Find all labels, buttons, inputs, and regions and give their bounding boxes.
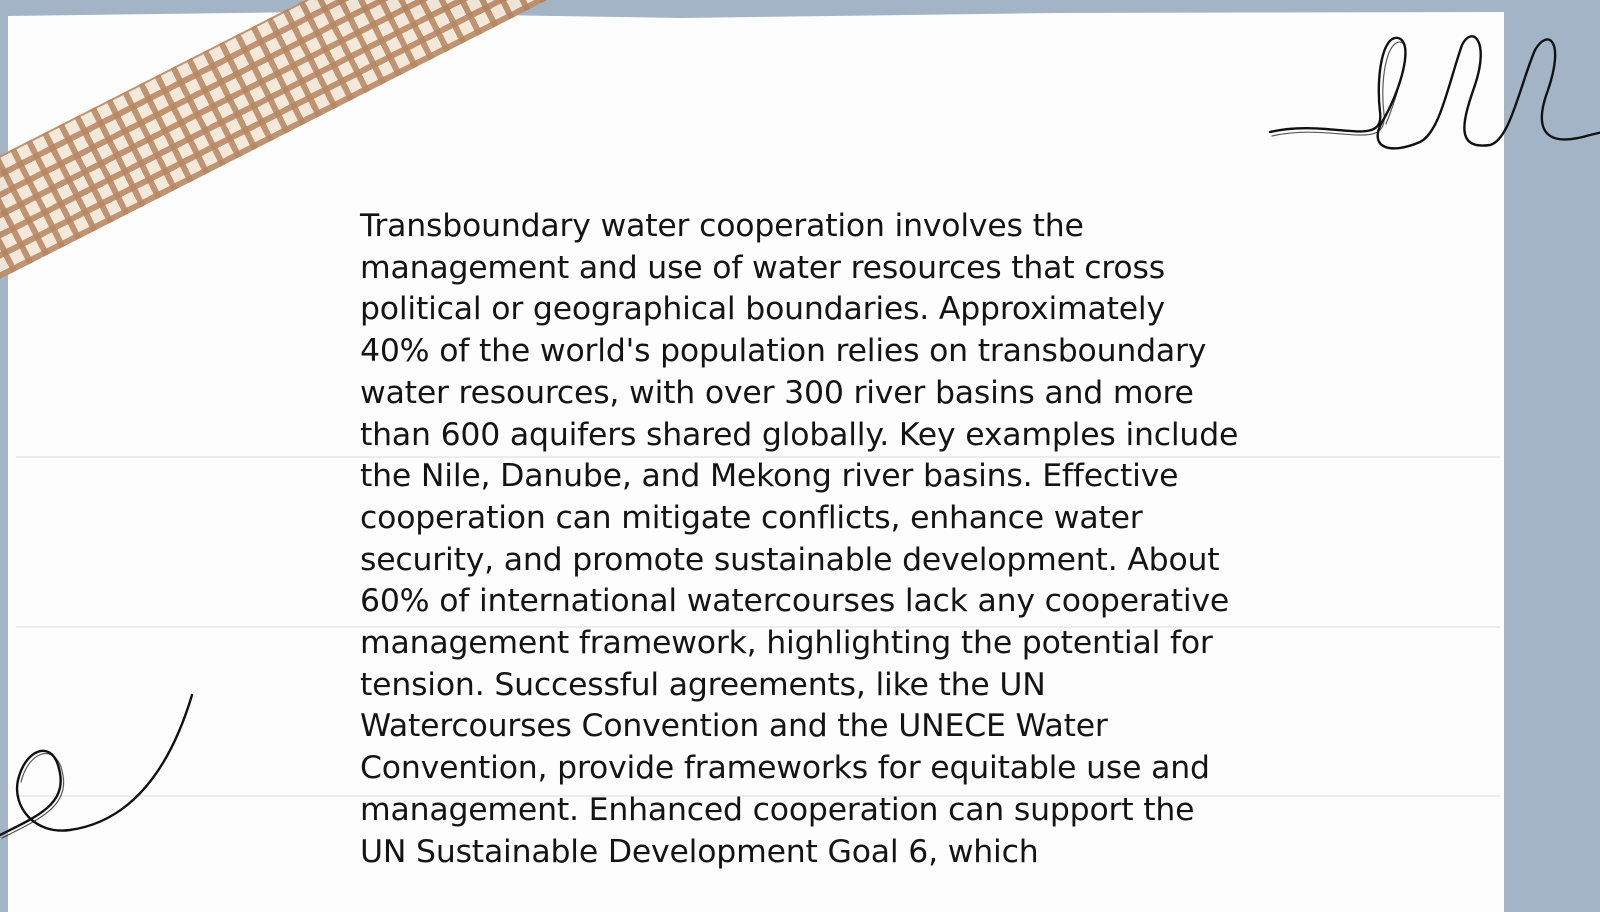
document-body-text: Transboundary water cooperation involves the management and use of water resources that cross political or geographical boundaries. Approximately 40% of the world's population relies on transboundary water resources, with over 300 river basins and more than 600 aquifers shared globally. Key examples include the Nile, Danube, and Mekong river basins. Effective cooperation can mitigate conflicts, enhance water security, and promote sustainable development. About 60% of international watercourses lack any cooperative management framework, highlighting the potential for tension. Successful agreements, like the UN Watercourses Convention and the UNECE Water Convention, provide frameworks for equitable use and management. Enhanced cooperation can support the UN Sustainable Development Goal 6, which: [360, 208, 1239, 870]
swirl-scribble-icon: [0, 695, 200, 845]
loop-scribble-icon: [1290, 30, 1600, 165]
